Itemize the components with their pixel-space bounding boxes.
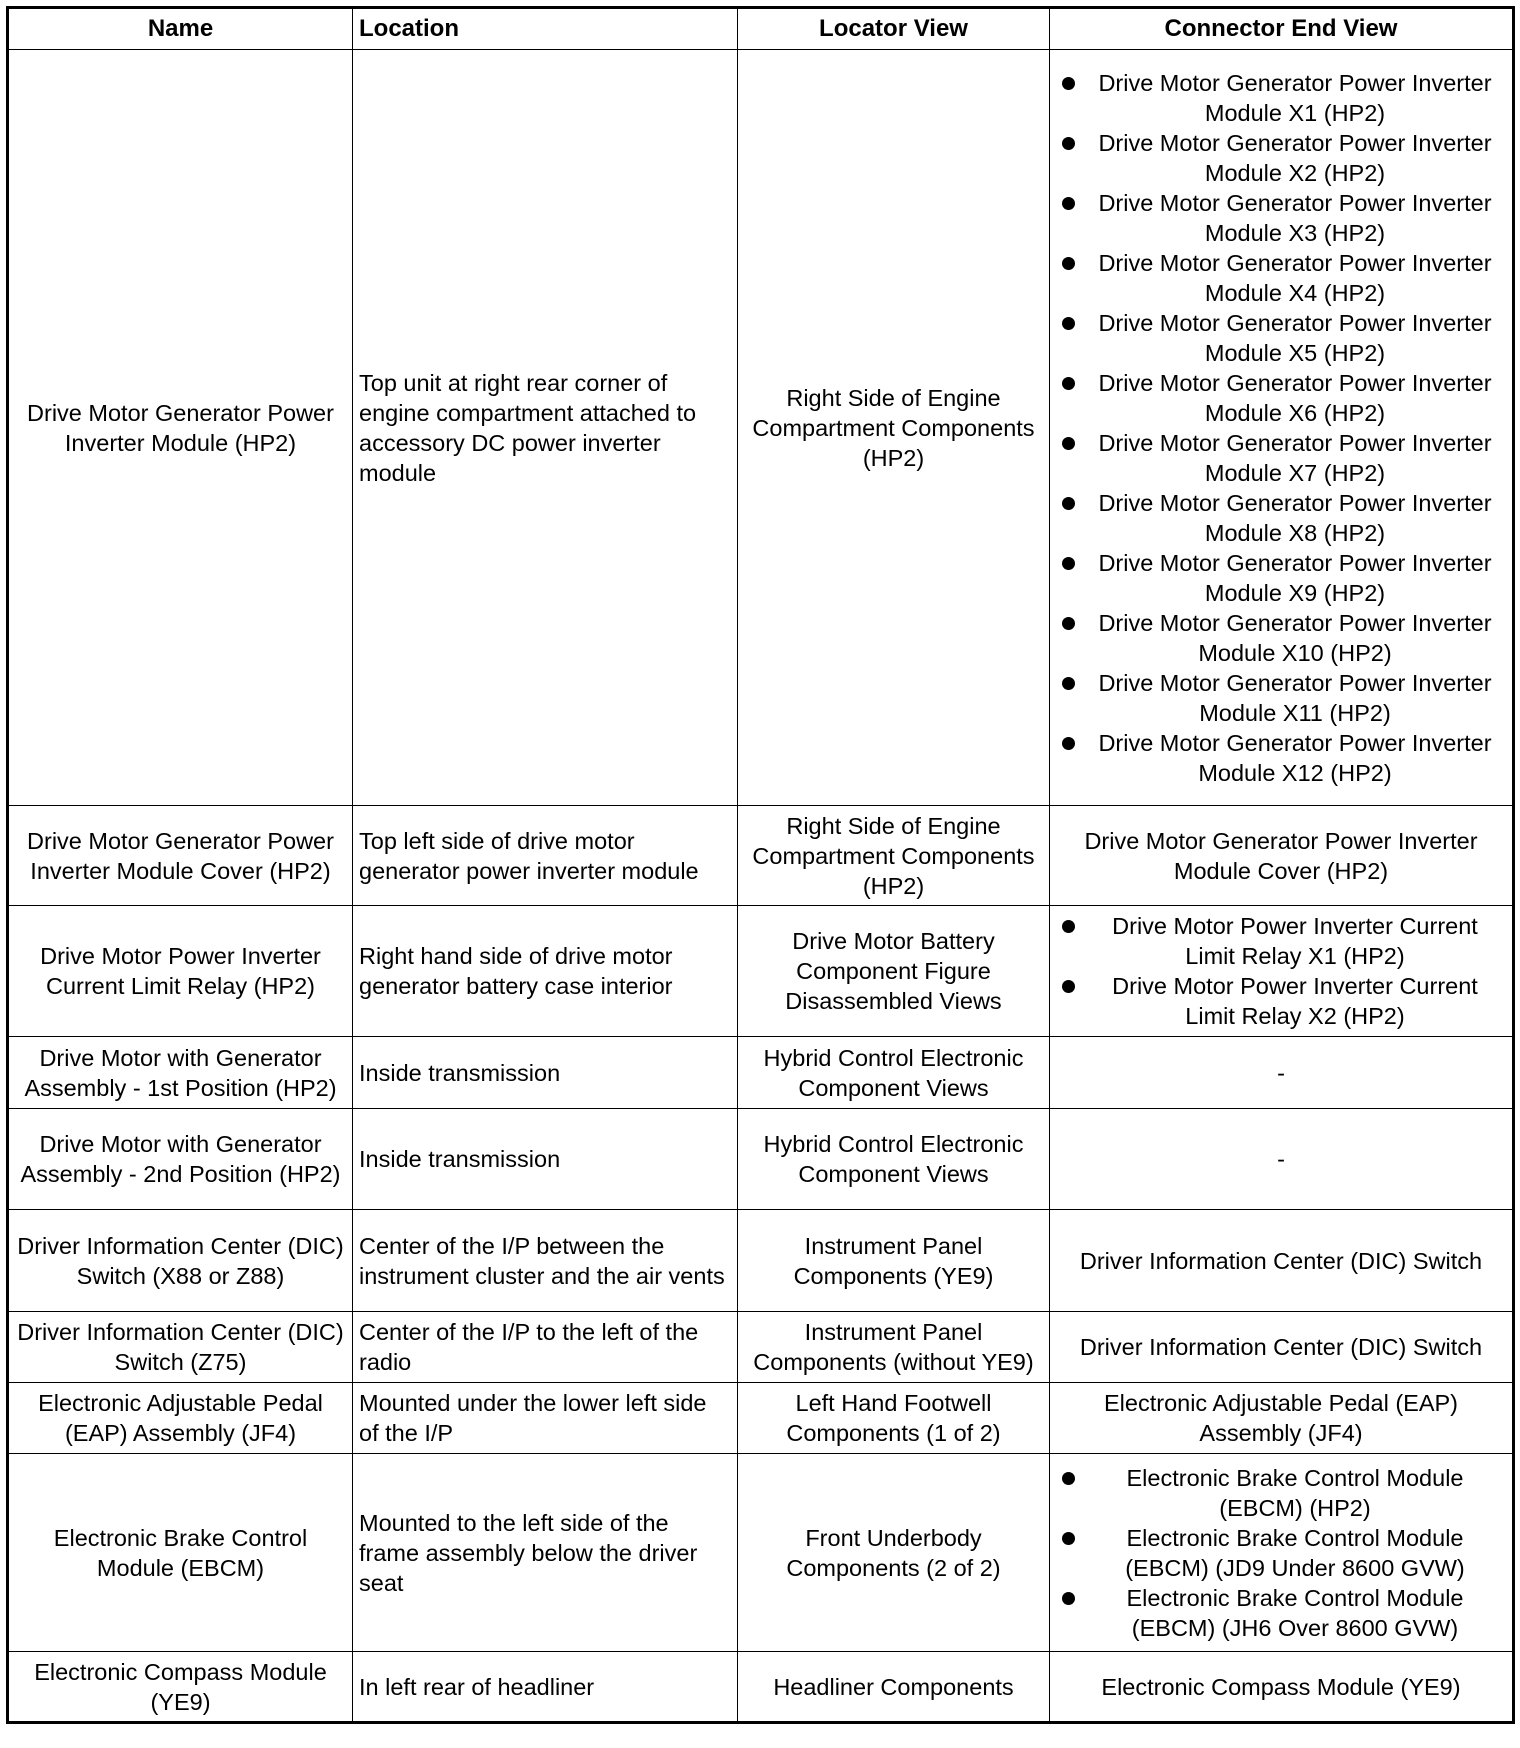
- component-location: Center of the I/P between the instrument cluster and the air vents: [353, 1210, 738, 1312]
- component-name: Drive Motor with Generator Assembly - 1st Position (HP2): [8, 1037, 353, 1109]
- component-location: Center of the I/P to the left of the radio: [353, 1312, 738, 1383]
- table-row: [8, 1454, 1514, 1652]
- connector-list-item: Drive Motor Generator Power Inverter Module X7 (HP2): [1056, 428, 1506, 488]
- connector-list-item: Drive Motor Generator Power Inverter Module X3 (HP2): [1056, 188, 1506, 248]
- table-row: [8, 1312, 1514, 1383]
- column-header-connector-end-view: Connector End View: [1050, 8, 1514, 50]
- connector-list: [1056, 66, 1506, 790]
- locator-view: Hybrid Control Electronic Component Views: [738, 1037, 1050, 1109]
- connector-list-item: Electronic Brake Control Module (EBCM) (HP2): [1056, 1463, 1506, 1523]
- table-row: [8, 50, 1514, 806]
- connector-end-view: Drive Motor Generator Power Inverter Module Cover (HP2): [1050, 806, 1514, 906]
- component-name: Drive Motor with Generator Assembly - 2nd Position (HP2): [8, 1109, 353, 1210]
- table-row: [8, 1383, 1514, 1454]
- component-name: Electronic Brake Control Module (EBCM): [8, 1454, 353, 1652]
- locator-view: Front Underbody Components (2 of 2): [738, 1454, 1050, 1652]
- component-location: Right hand side of drive motor generator battery case interior: [353, 906, 738, 1037]
- component-location: In left rear of headliner: [353, 1652, 738, 1723]
- connector-list-item: Drive Motor Generator Power Inverter Module X6 (HP2): [1056, 368, 1506, 428]
- connector-list-item: Drive Motor Generator Power Inverter Module X9 (HP2): [1056, 548, 1506, 608]
- connector-list: [1056, 1461, 1506, 1645]
- component-name: Drive Motor Generator Power Inverter Module Cover (HP2): [8, 806, 353, 906]
- connector-list-item: Drive Motor Generator Power Inverter Module X12 (HP2): [1056, 728, 1506, 788]
- component-name: Electronic Adjustable Pedal (EAP) Assembly (JF4): [8, 1383, 353, 1454]
- connector-end-view: -: [1050, 1037, 1514, 1109]
- locator-view: Left Hand Footwell Components (1 of 2): [738, 1383, 1050, 1454]
- table-row: [8, 1210, 1514, 1312]
- connector-end-view: [1050, 50, 1514, 806]
- connector-list-item: Drive Motor Generator Power Inverter Module X2 (HP2): [1056, 128, 1506, 188]
- locator-view: Headliner Components: [738, 1652, 1050, 1723]
- connector-list-item: Drive Motor Generator Power Inverter Module X10 (HP2): [1056, 608, 1506, 668]
- connector-end-view: Driver Information Center (DIC) Switch: [1050, 1210, 1514, 1312]
- connector-list-item: Drive Motor Generator Power Inverter Module X5 (HP2): [1056, 308, 1506, 368]
- locator-view: Right Side of Engine Compartment Components (HP2): [738, 806, 1050, 906]
- connector-list-item: Electronic Brake Control Module (EBCM) (JD9 Under 8600 GVW): [1056, 1523, 1506, 1583]
- connector-end-view: Electronic Adjustable Pedal (EAP) Assembly (JF4): [1050, 1383, 1514, 1454]
- locator-view: Instrument Panel Components (without YE9): [738, 1312, 1050, 1383]
- component-location: Top unit at right rear corner of engine compartment attached to accessory DC power inverter module: [353, 50, 738, 806]
- column-header-location: Location: [353, 8, 738, 50]
- table-row: [8, 1652, 1514, 1723]
- locator-view: Instrument Panel Components (YE9): [738, 1210, 1050, 1312]
- connector-list-item: Drive Motor Generator Power Inverter Module X11 (HP2): [1056, 668, 1506, 728]
- connector-list-item: Drive Motor Generator Power Inverter Module X8 (HP2): [1056, 488, 1506, 548]
- column-header-locator-view: Locator View: [738, 8, 1050, 50]
- locator-view: Right Side of Engine Compartment Components (HP2): [738, 50, 1050, 806]
- connector-list-item: Drive Motor Generator Power Inverter Module X4 (HP2): [1056, 248, 1506, 308]
- connector-list-item: Drive Motor Power Inverter Current Limit Relay X1 (HP2): [1056, 911, 1506, 971]
- connector-list-item: Drive Motor Power Inverter Current Limit Relay X2 (HP2): [1056, 971, 1506, 1031]
- locator-view: Hybrid Control Electronic Component Views: [738, 1109, 1050, 1210]
- column-header-name: Name: [8, 8, 353, 50]
- component-location: Mounted under the lower left side of the I/P: [353, 1383, 738, 1454]
- connector-list-item: Drive Motor Generator Power Inverter Module X1 (HP2): [1056, 68, 1506, 128]
- component-location: Mounted to the left side of the frame assembly below the driver seat: [353, 1454, 738, 1652]
- locator-view: Drive Motor Battery Component Figure Disassembled Views: [738, 906, 1050, 1037]
- connector-list-item: Electronic Brake Control Module (EBCM) (JH6 Over 8600 GVW): [1056, 1583, 1506, 1643]
- component-name: Electronic Compass Module (YE9): [8, 1652, 353, 1723]
- connector-end-view: Electronic Compass Module (YE9): [1050, 1652, 1514, 1723]
- component-locator-table: [6, 6, 1515, 1724]
- table-row: [8, 906, 1514, 1037]
- header-row: [8, 8, 1514, 50]
- table-row: [8, 1037, 1514, 1109]
- connector-list: [1056, 909, 1506, 1033]
- connector-end-view: -: [1050, 1109, 1514, 1210]
- component-name: Drive Motor Generator Power Inverter Module (HP2): [8, 50, 353, 806]
- component-name: Driver Information Center (DIC) Switch (Z75): [8, 1312, 353, 1383]
- component-name: Driver Information Center (DIC) Switch (X88 or Z88): [8, 1210, 353, 1312]
- component-location: Top left side of drive motor generator power inverter module: [353, 806, 738, 906]
- component-location: Inside transmission: [353, 1109, 738, 1210]
- connector-end-view: [1050, 1454, 1514, 1652]
- table-row: [8, 1109, 1514, 1210]
- connector-end-view: [1050, 906, 1514, 1037]
- component-name: Drive Motor Power Inverter Current Limit Relay (HP2): [8, 906, 353, 1037]
- connector-end-view: Driver Information Center (DIC) Switch: [1050, 1312, 1514, 1383]
- component-location: Inside transmission: [353, 1037, 738, 1109]
- table-row: [8, 806, 1514, 906]
